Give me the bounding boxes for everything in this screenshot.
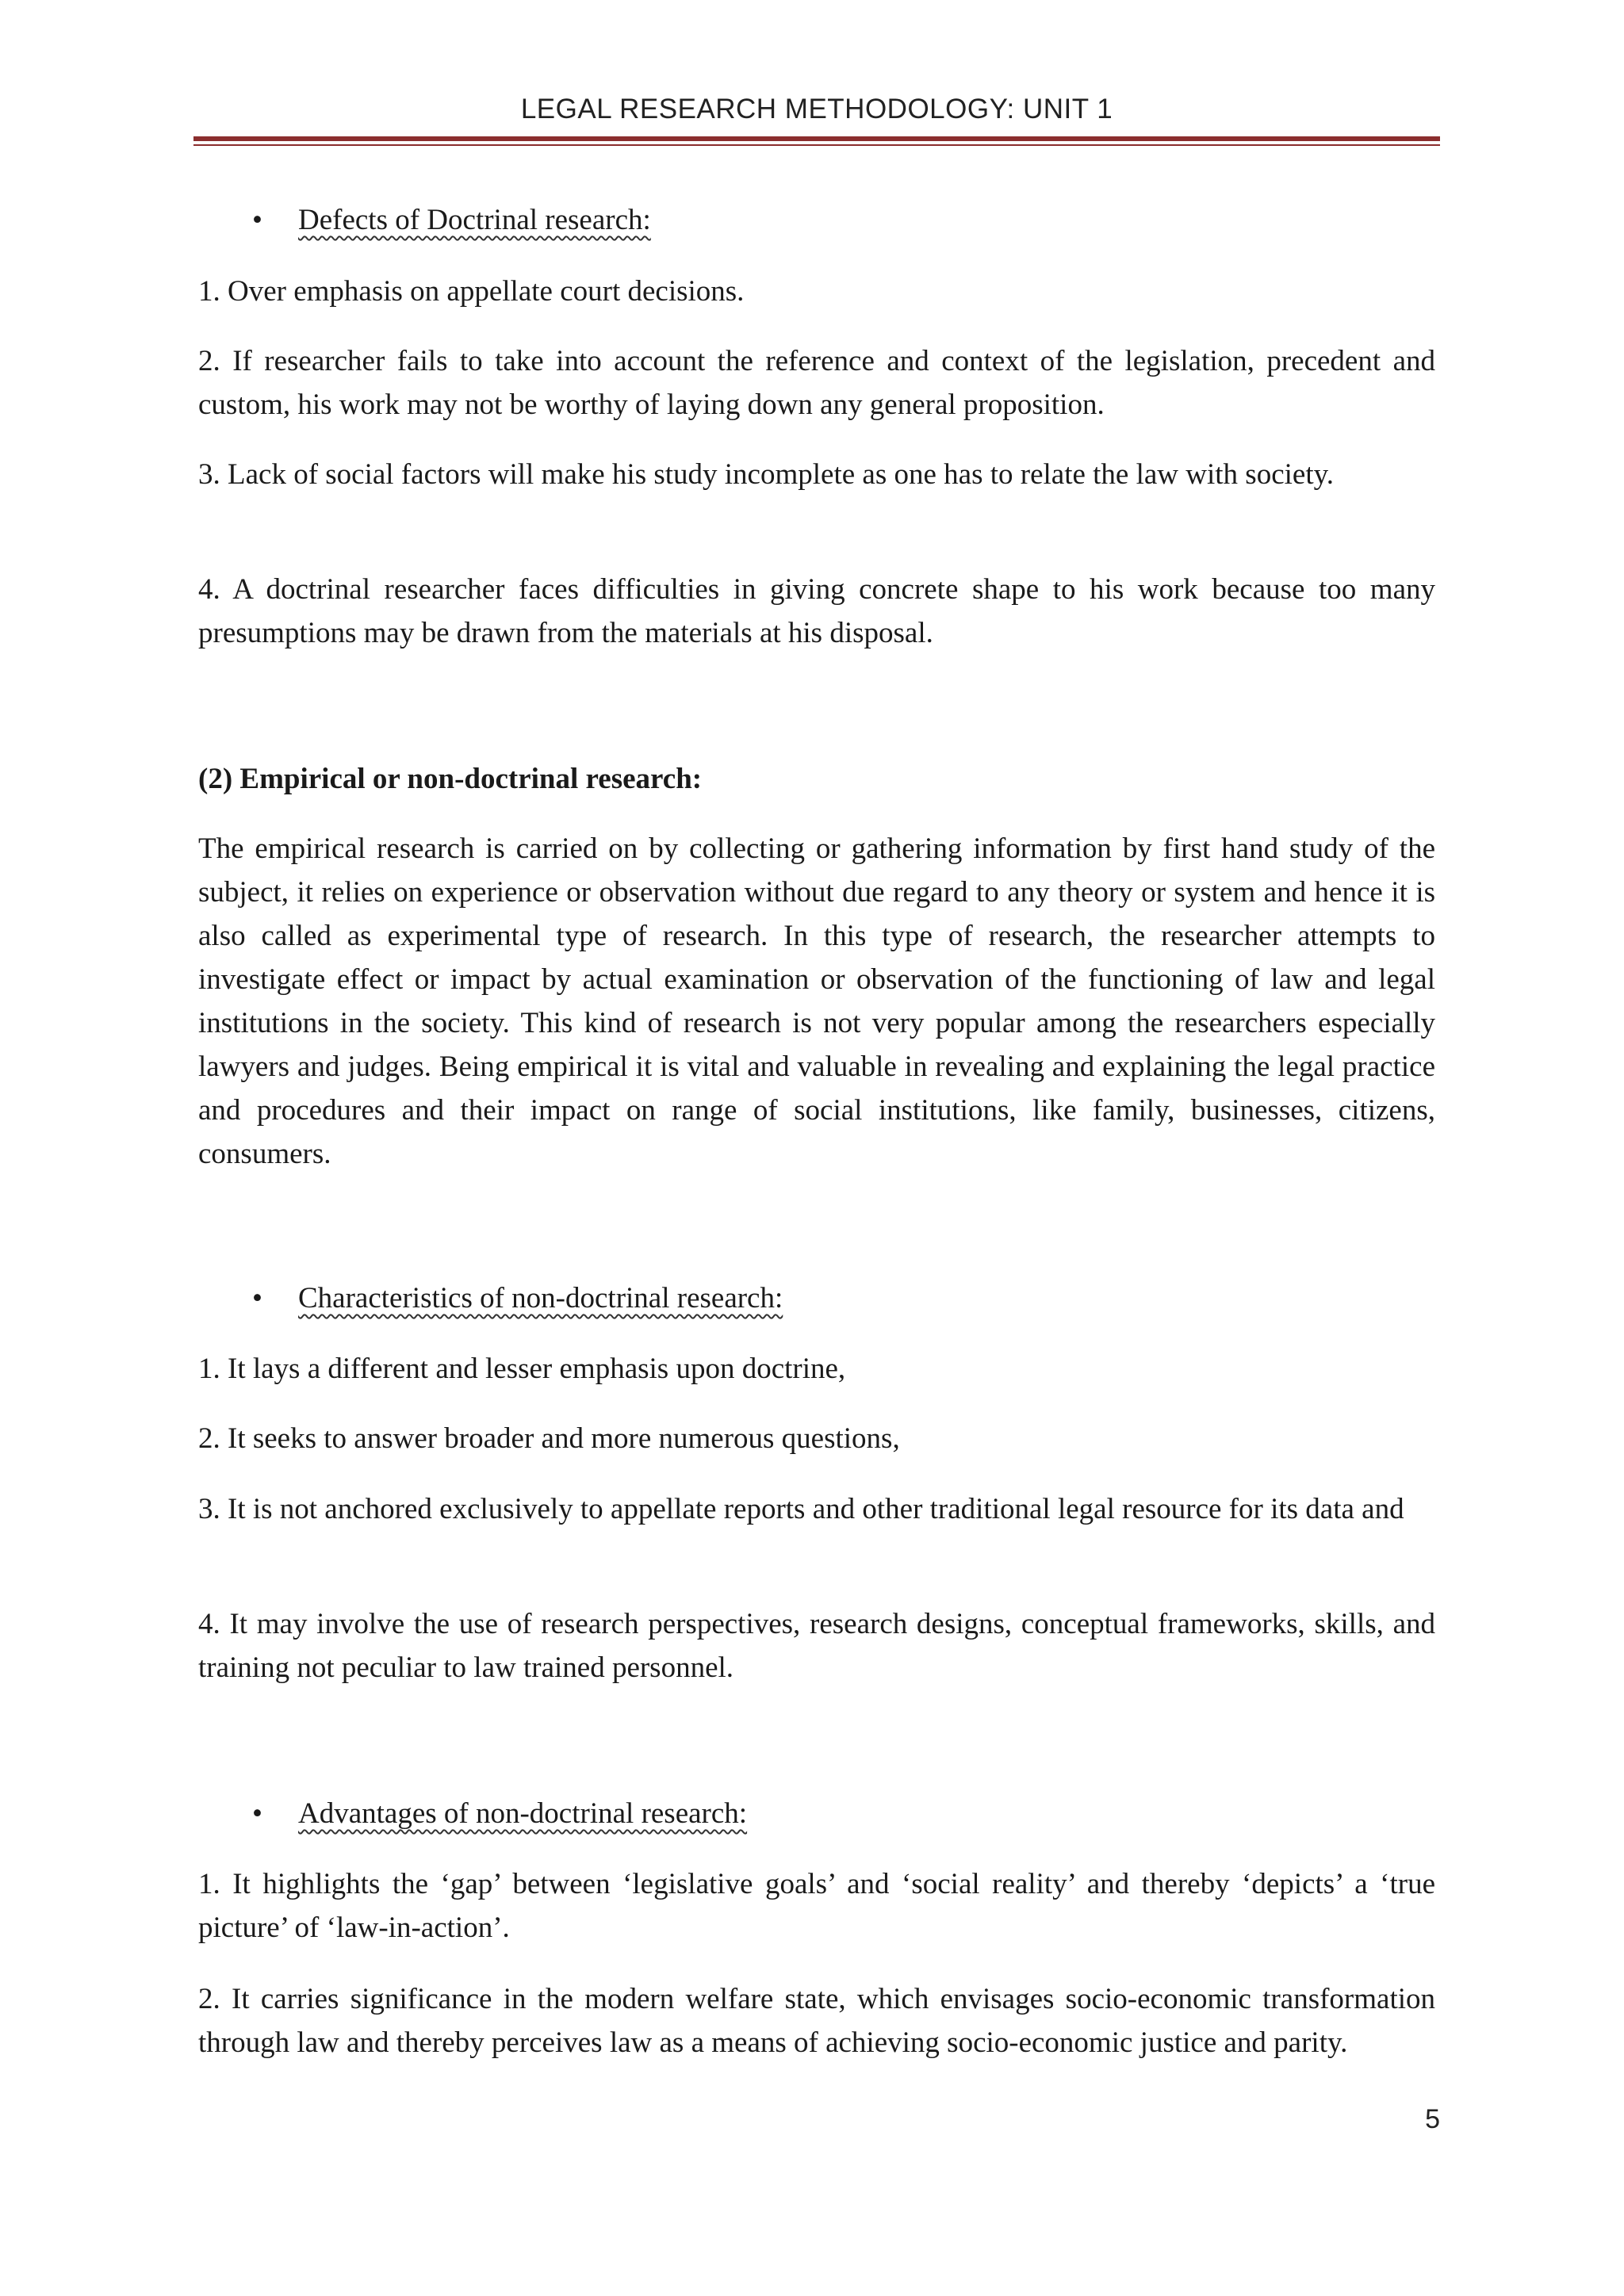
empirical-paragraph: The empirical research is carried on by collecting or gathering information by first hand study of the subject, it relies on experience or observation without due regard to any theory or system and hence it is also called as experimental type of research. In this type of research, the researcher attempts to investigate effect or impact by actual examination or observation of the functioning of law and legal institutions in the society. This kind of research is not very popular among the researchers especially lawyers and judges. Being empirical it is vital and valuable in revealing and explaining the legal practice and procedures and their impact on range of social institutions, like family, businesses, citizens, consumers. — [198, 832, 1435, 1170]
advantages-item-1: 1. It highlights the ‘gap’ between ‘legislative goals’ and ‘social reality’ and thereby ‘depicts’ a ‘true picture’ of ‘law-in-action’. — [198, 1868, 1435, 1944]
header-rule-thin — [193, 144, 1440, 146]
section-heading-advantages: Advantages of non-doctrinal research: — [298, 1797, 748, 1830]
defects-item-1: 1. Over emphasis on appellate court decisions. — [198, 275, 745, 308]
characteristics-item-3: 3. It is not anchored exclusively to appellate reports and other traditional legal resource for its data and — [198, 1493, 1404, 1525]
defects-item-4: 4. A doctrinal researcher faces difficulties in giving concrete shape to his work because too many presumptions may be drawn from the materials at his disposal. — [198, 573, 1435, 649]
bullet-icon: • — [252, 1282, 262, 1314]
section-heading-empirical: (2) Empirical or non-doctrinal research: — [198, 763, 703, 795]
characteristics-item-4: 4. It may involve the use of research perspectives, research designs, conceptual frameworks, skills, and training not peculiar to law trained personnel. — [198, 1608, 1435, 1684]
header-rule-thick — [193, 136, 1440, 141]
running-header: LEGAL RESEARCH METHODOLOGY: UNIT 1 — [520, 94, 1113, 124]
page-number: 5 — [1425, 2104, 1440, 2134]
characteristics-item-1: 1. It lays a different and lesser emphasis upon doctrine, — [198, 1353, 846, 1385]
section-heading-characteristics: Characteristics of non-doctrinal research: — [298, 1282, 783, 1314]
section-heading-defects: Defects of Doctrinal research: — [298, 204, 651, 236]
bullet-icon: • — [252, 204, 262, 236]
defects-item-2: 2. If researcher fails to take into account the reference and context of the legislation, precedent and custom, his work may not be worthy of laying down any general proposition. — [198, 345, 1435, 421]
advantages-item-2: 2. It carries significance in the modern welfare state, which envisages socio-economic transformation through law and thereby perceives law as a means of achieving socio-economic justice and parity. — [198, 1983, 1435, 2059]
defects-item-3: 3. Lack of social factors will make his study incomplete as one has to relate the law with society. — [198, 458, 1334, 491]
bullet-icon: • — [252, 1797, 262, 1830]
characteristics-item-2: 2. It seeks to answer broader and more numerous questions, — [198, 1422, 900, 1455]
